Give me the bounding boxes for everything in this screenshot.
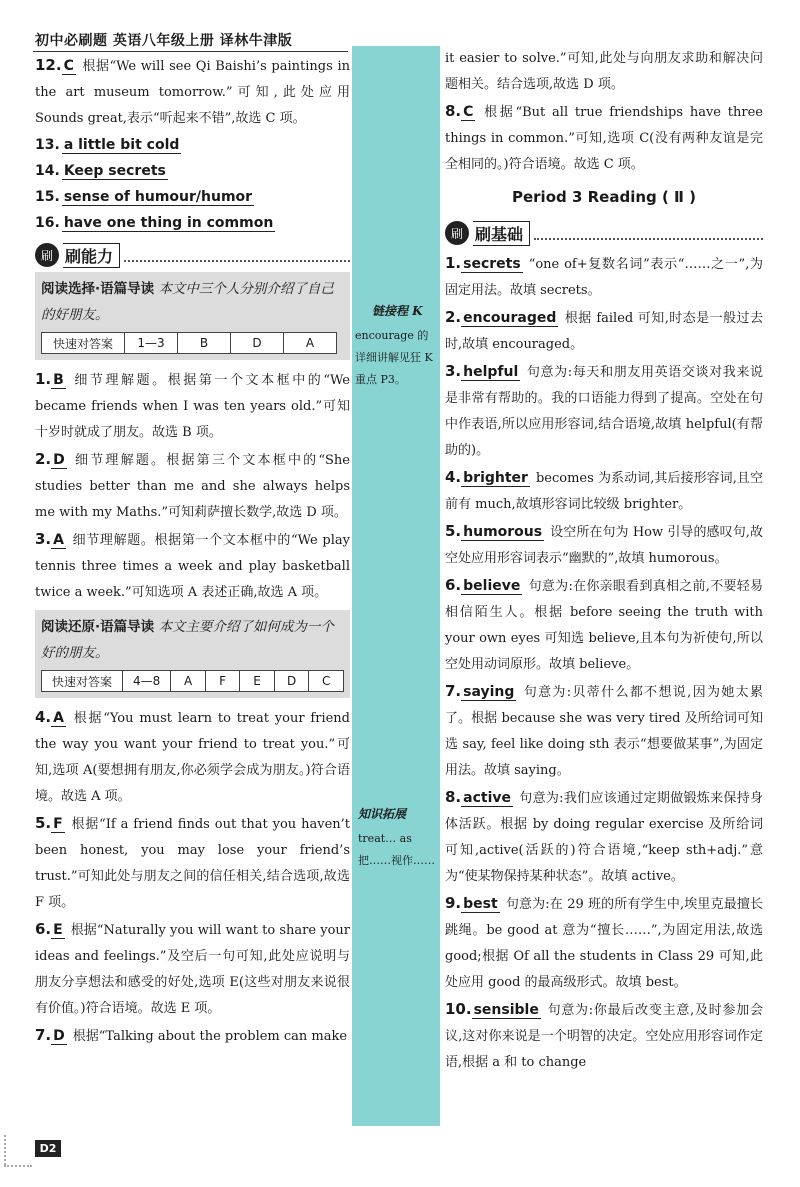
fill-item-8: 8. active 句意为:我们应该通过定期做锻炼来保持身体活跃。根据 by doing regular exercise 及所给词可知,active(活跃的)符合语境,“keep sth+adj.”意为“使某物保持某种状态”。故填 active。 <box>445 788 763 884</box>
reading-guide-1 <box>35 272 350 360</box>
fill-item-6: 6. believe 句意为:在你亲眼看到真相之前,不要轻易相信陌生人。根据 before seeing the truth with your own eyes 可知选 believe,且本句为祈使句,所以空处用动词原形。故填 believe。 <box>445 576 763 672</box>
answer-item-2: 2. D 细节理解题。根据第三个文本框中的“She studies better than me and she always helps me with my Maths.”可知莉萨擅长数学,故选 D 项。 <box>35 450 350 520</box>
fill-item-9: 9. best 句意为:在 29 班的所有学生中,埃里克最擅长跳绳。be good at 意为“擅长……”,为固定用法,故选 good;根据 Of all the students in Class 29 可知,此处应用 good 的最高级形式。故填 best。 <box>445 894 763 990</box>
pencil-badge-icon: 刷 <box>35 243 59 267</box>
answer-item-4: 4. A 根据“You must learn to treat your friend the way you want your friend to treat you.”可知,选项 A(要想拥有朋友,你必须学会成为朋友。)符合语境。故选 A 项。 <box>35 708 350 804</box>
fill-item-3: 3. helpful 句意为:每天和朋友用英语交谈对我来说是非常有帮助的。我的口语能力得到了提高。空处在句中作表语,所以应用形容词,结合语境,故填 helpful(有帮助的)。 <box>445 362 763 458</box>
left-column <box>35 52 350 1050</box>
margin-note-link-body: encourage 的详细讲解见狂 K 重点 P3。 <box>355 329 433 386</box>
page-header: 初中必刷题 英语八年级上册 译林牛津版 <box>35 33 293 49</box>
footer-dotted-line <box>4 1135 6 1165</box>
answer-item-14: 14. Keep secrets <box>35 163 166 179</box>
answer-item-7-continued: it easier to solve.”可知,此处与向朋友求助和解决问题相关。结合选项,故选 D 项。 <box>445 51 763 92</box>
footer-dotted-line <box>4 1165 32 1167</box>
pencil-badge-icon: 刷 <box>445 221 469 245</box>
guide-note: 本文主要介绍了如何成为一个好的朋友。 <box>41 619 334 661</box>
answer-item-8: 8. C 根据“But all true friendships have three things in common.”可知,选项 C(没有两种友谊是完全相同的。)符合语境。故选 C 项。 <box>445 102 763 172</box>
margin-column <box>352 46 440 1126</box>
margin-note-extend <box>358 803 438 825</box>
margin-note-link <box>372 300 438 322</box>
guide-title: 阅读还原·语篇导读 <box>41 619 155 635</box>
answer-item-7: 7. D 根据“Talking about the problem can make <box>35 1026 348 1044</box>
section-tag-ability <box>35 242 350 268</box>
answer-item-5: 5. F 根据“If a friend finds out that you haven’t been honest, you may lose your friend’s trust.”可知此处与朋友之间的信任相关,结合选项,故选 F 项。 <box>35 814 350 910</box>
period-heading: Period 3 Reading ( Ⅱ ) <box>511 188 697 206</box>
margin-note-extend-body: treat… as 把……视作…… <box>358 832 435 867</box>
answer-item-13: 13. a little bit cold <box>35 137 180 153</box>
guide-title: 阅读选择·语篇导读 <box>41 281 155 297</box>
section-label: 刷能力 <box>63 243 120 268</box>
section-tag-basic <box>445 220 763 246</box>
page-number: D2 <box>35 1140 61 1157</box>
quick-answer-table: 快速对答案 1—3 B D A <box>41 332 337 354</box>
fill-item-7: 7. saying 句意为:贝蒂什么都不想说,因为她太累了。根据 because she was very tired 及所给词可知选 say, feel like doing sth 表示“想要做某事”,为固定用法。故填 saying。 <box>445 682 763 778</box>
section-label: 刷基础 <box>473 221 530 246</box>
reading-guide-2 <box>35 610 350 698</box>
margin-note-extend-head: 知识拓展 <box>358 807 407 821</box>
answer-item-1: 1. B 细节理解题。根据第一个文本框中的“We became friends when I was ten years old.”可知十岁时就成了朋友。故选 B 项。 <box>35 370 350 440</box>
guide-note: 本文中三个人分别介绍了自己的好朋友。 <box>41 281 334 323</box>
fill-item-1: 1. secrets “one of+复数名词”表示“……之一”,为固定用法。故填 secrets。 <box>445 254 763 298</box>
fill-item-5: 5. humorous 设空所在句为 How 引导的感叹句,故空处应用形容词表示“幽默的”,故填 humorous。 <box>445 522 763 566</box>
quick-answer-table: 快速对答案 4—8 A F E D C <box>41 670 344 692</box>
fill-item-2: 2. encouraged 根据 failed 可知,时态是一般过去时,故填 encouraged。 <box>445 308 763 352</box>
answer-item-15: 15. sense of humour/humor <box>35 189 253 205</box>
fill-item-10: 10. sensible 句意为:你最后改变主意,及时参加会议,这对你来说是一个明智的决定。空处应用形容词作定语,根据 a 和 to change <box>445 1000 763 1070</box>
right-column <box>445 46 763 1076</box>
fill-item-4: 4. brighter becomes 为系动词,其后接形容词,且空前有 much,故填形容词比较级 brighter。 <box>445 468 763 512</box>
dotted-rule <box>534 226 763 240</box>
answer-item-16: 16. have one thing in common <box>35 215 274 231</box>
answer-item-12: 12. C 根据“We will see Qi Baishi’s paintings in the art museum tomorrow.”可知,此处应用 Sounds great,表示“听起来不错”,故选 C 项。 <box>35 56 350 126</box>
dotted-rule <box>124 248 350 262</box>
answer-item-3: 3. A 细节理解题。根据第一个文本框中的“We play tennis three times a week and play basketball twice a week.”可知选项 A 表述正确,故选 A 项。 <box>35 530 350 600</box>
margin-note-link-head: 链接程 K <box>372 304 423 318</box>
answer-item-6: 6. E 根据“Naturally you will want to share your ideas and feelings.”及空后一句可知,此处应说明与朋友分享想法和感受的好处,选项 E(这些对朋友来说很有价值。)符合语境。故选 E 项。 <box>35 920 350 1016</box>
